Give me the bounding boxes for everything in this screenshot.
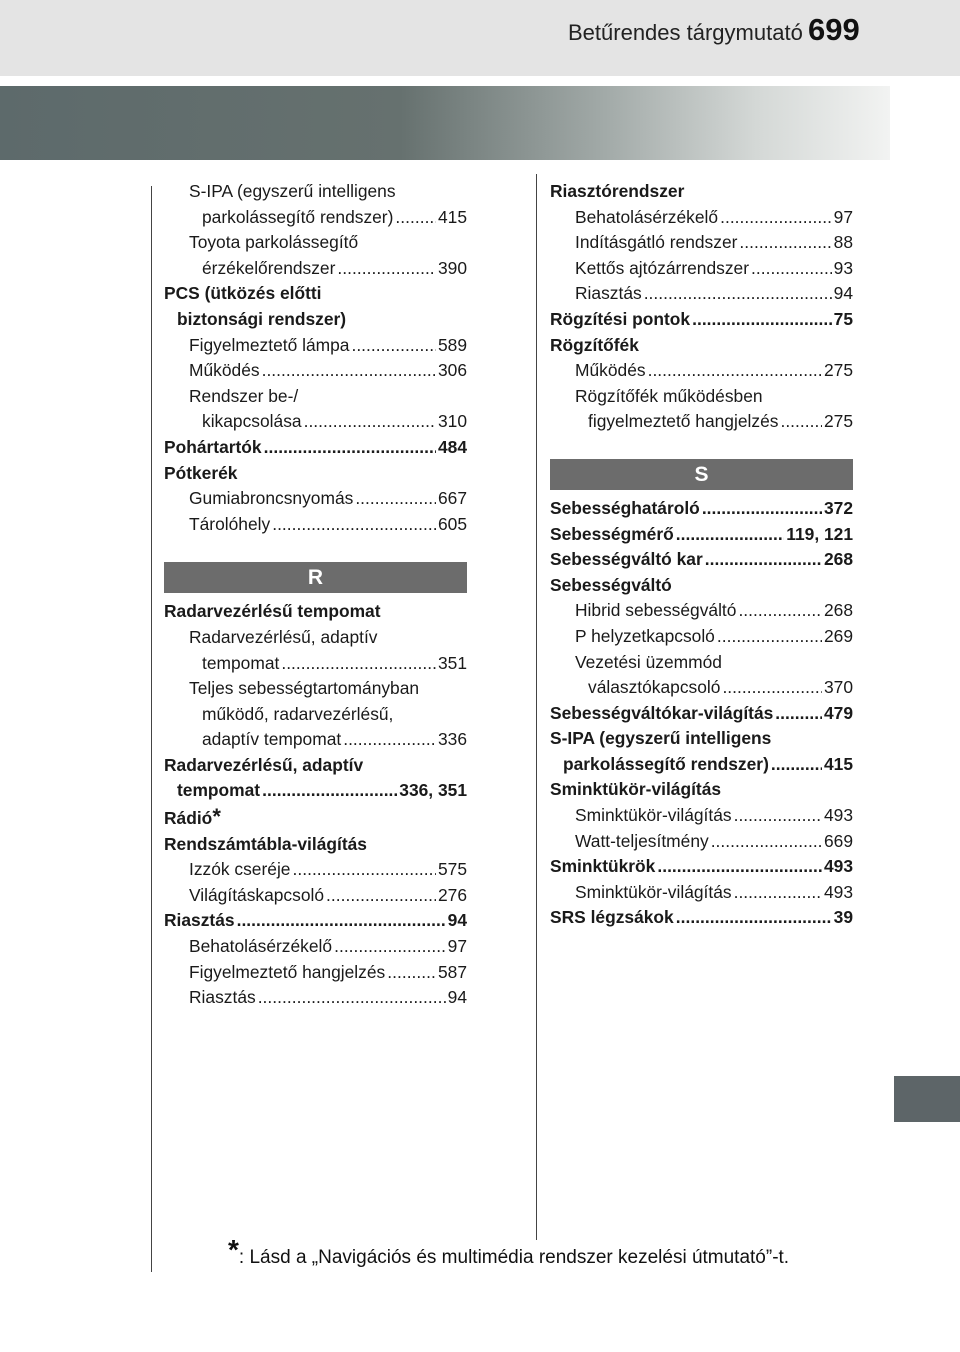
index-entry-text: Riasztás [164, 910, 235, 931]
dot-leader [292, 857, 436, 883]
index-entry-text: Behatolásérzékelő [189, 936, 333, 957]
index-page-ref: 275 [823, 411, 853, 432]
footnote-text: : Lásd a „Navigációs és multimédia rendszer kezelési útmutató”-t. [238, 1247, 790, 1268]
dot-leader [395, 205, 436, 231]
index-entry-text: Riasztás [189, 987, 256, 1008]
index-entry-text: Működés [189, 360, 260, 381]
footnote-reference: * [212, 804, 221, 830]
index-page-ref: 493 [823, 881, 853, 902]
index-page-ref: 75 [833, 308, 853, 329]
index-entry [164, 384, 467, 435]
index-entry [550, 726, 853, 777]
page-number: 699 [808, 12, 860, 47]
index-entry-text: Sminktükrök [550, 856, 656, 877]
index-entry [550, 650, 853, 701]
section-header-s: S [550, 459, 853, 490]
dot-leader [734, 803, 822, 829]
dot-leader [387, 960, 436, 986]
index-entry-text: Tárolóhely [189, 513, 271, 534]
index-page-ref: 88 [833, 232, 853, 253]
index-entry [164, 230, 467, 281]
index-page-ref: 39 [833, 907, 853, 928]
index-page-ref: 97 [833, 206, 853, 227]
index-entry [550, 624, 853, 650]
index-entry-text: Riasztórendszer [550, 181, 685, 201]
index-page-ref: 669 [823, 830, 853, 851]
index-entry [164, 512, 467, 538]
index-entry-text: Sminktükör-világítás [550, 779, 722, 800]
index-entry-text: Világításkapcsoló [189, 884, 325, 905]
index-entry [550, 281, 853, 307]
index-entry [164, 486, 467, 512]
index-page-ref: 268 [823, 600, 853, 621]
index-entry-text: tempomat [177, 780, 261, 801]
index-page-ref: 493 [823, 805, 853, 826]
index-page-ref: 276 [437, 884, 467, 905]
center-column-rule [536, 174, 537, 1240]
index-entry-text: Izzók cseréje [189, 859, 291, 880]
index-entry [550, 205, 853, 231]
index-entry-text: Rögzítőfék [550, 334, 639, 355]
dot-leader [355, 486, 436, 512]
dot-leader [326, 883, 436, 909]
index-entry [164, 753, 467, 804]
dot-leader [717, 624, 822, 650]
index-group-left-2 [164, 599, 467, 1011]
index-entry-text: figyelmeztető hangjelzés [588, 411, 779, 432]
dot-leader [739, 230, 831, 256]
dot-leader [692, 307, 832, 333]
index-entry-text: Kettős ajtózárrendszer [575, 257, 749, 278]
dot-leader [337, 256, 436, 282]
index-entry-text: Riasztás [575, 283, 642, 304]
dot-leader [711, 829, 822, 855]
dot-leader [705, 547, 822, 573]
dot-leader [648, 358, 822, 384]
index-entry-text: Vezetési üzemmód [575, 651, 722, 672]
dot-leader [343, 727, 436, 753]
index-page-ref: 94 [447, 987, 467, 1008]
header-banner [0, 86, 890, 160]
index-entry-text: Toyota parkolássegítő [189, 232, 359, 253]
index-entry [550, 496, 853, 522]
index-entry [550, 854, 853, 880]
index-page-ref: 493 [823, 856, 853, 877]
index-entry-text: Pótkerék [164, 462, 238, 483]
index-entry [550, 547, 853, 573]
index-page-ref: 370 [823, 677, 853, 698]
dot-leader [304, 409, 436, 435]
index-entry-text: Figyelmeztető hangjelzés [189, 961, 386, 982]
index-entry-text: S-IPA (egyszerű intelligens [189, 181, 396, 201]
index-entry-text: Sebességváltó [550, 574, 672, 595]
index-entry [164, 908, 467, 934]
dot-leader [237, 908, 446, 934]
index-entry-text: Figyelmeztető lámpa [189, 334, 350, 355]
index-entry-text: Watt-teljesítmény [575, 830, 709, 851]
index-page-ref: 310 [437, 411, 467, 432]
index-column-left [164, 179, 467, 1011]
footnote [228, 1234, 789, 1269]
index-entry-text: Hibrid sebességváltó [575, 600, 737, 621]
index-entry-text: Radarvezérlésű, adaptív [164, 754, 364, 775]
index-entry-text: működő, radarvezérlésű, [202, 703, 394, 724]
index-entry [164, 599, 467, 625]
dot-leader [264, 435, 436, 461]
index-entry [550, 307, 853, 333]
index-page-ref: 94 [833, 283, 853, 304]
index-entry [550, 803, 853, 829]
index-page-ref: 336 [437, 729, 467, 750]
dot-leader [351, 333, 436, 359]
dot-leader [734, 880, 822, 906]
index-entry-text: Rádió [164, 808, 213, 829]
index-entry-text: PCS (ütközés előtti [164, 283, 322, 304]
index-page-ref: 306 [437, 360, 467, 381]
index-entry-text: kikapcsolása [202, 411, 302, 432]
dot-leader [272, 512, 436, 538]
index-page-ref: 97 [447, 936, 467, 957]
index-entry-text: Teljes sebességtartományban [189, 678, 420, 699]
dot-leader [676, 905, 832, 931]
dot-leader [751, 256, 832, 282]
index-entry-text: S-IPA (egyszerű intelligens [550, 728, 772, 749]
dot-leader [771, 752, 822, 778]
index-entry-text: Pohártartók [164, 436, 262, 457]
index-page-ref: 479 [823, 702, 853, 723]
dot-leader [334, 934, 446, 960]
index-entry-text: Behatolásérzékelő [575, 206, 719, 227]
index-entry-text: Gumiabroncsnyomás [189, 488, 354, 509]
index-page-ref: 415 [823, 753, 853, 774]
index-page-ref: 575 [437, 859, 467, 880]
dot-leader [262, 778, 397, 804]
index-entry [550, 358, 853, 384]
left-column-rule [151, 186, 152, 1272]
index-entry [164, 179, 467, 230]
index-entry [550, 880, 853, 906]
index-group-right-1 [550, 179, 853, 435]
index-page-ref: 94 [447, 910, 467, 931]
index-entry-text: biztonsági rendszer) [177, 308, 347, 329]
index-page-ref: 336, 351 [399, 780, 467, 801]
index-entry-text: P helyzetkapcsoló [575, 625, 715, 646]
index-page-ref: 275 [823, 360, 853, 381]
dot-leader [720, 205, 832, 231]
index-page-ref: 587 [437, 961, 467, 982]
index-page-ref: 93 [833, 257, 853, 278]
index-entry-text: Rendszámtábla-világítás [164, 833, 367, 854]
index-entry [550, 777, 853, 803]
index-entry [164, 985, 467, 1011]
index-entry [550, 573, 853, 599]
index-entry-text: Rendszer be-/ [189, 385, 299, 406]
page-header-title: Betűrendes tárgymutató [568, 20, 803, 45]
index-entry [164, 676, 467, 753]
index-page-ref: 605 [437, 513, 467, 534]
index-page-ref: 390 [437, 257, 467, 278]
index-page-ref: 372 [823, 497, 853, 518]
dot-leader [775, 701, 822, 727]
index-page-ref: 268 [823, 549, 853, 570]
index-page-ref: 119, 121 [786, 523, 853, 544]
index-entry-text: SRS légzsákok [550, 907, 674, 928]
index-entry [164, 625, 467, 676]
dot-leader [644, 281, 832, 307]
index-column-right [550, 179, 853, 931]
index-entry [164, 281, 467, 332]
index-entry [550, 256, 853, 282]
index-entry [164, 883, 467, 909]
index-entry [164, 960, 467, 986]
index-entry [550, 829, 853, 855]
index-entry-text: tempomat [202, 652, 280, 673]
index-page-ref: 589 [437, 334, 467, 355]
dot-leader [780, 409, 822, 435]
index-entry [164, 804, 467, 832]
index-entry-text: Működés [575, 360, 646, 381]
index-entry [550, 905, 853, 931]
index-entry-text: Radarvezérlésű tempomat [164, 601, 381, 622]
index-page-ref: 269 [823, 625, 853, 646]
dot-leader [676, 522, 785, 548]
index-group-right-2 [550, 496, 853, 931]
index-entry [164, 934, 467, 960]
index-group-left-1 [164, 179, 467, 537]
index-entry-text: Indításgátló rendszer [575, 232, 738, 253]
index-entry-text: Radarvezérlésű, adaptív [189, 626, 378, 647]
index-entry-text: Sminktükör-világítás [575, 805, 732, 826]
dot-leader [281, 651, 436, 677]
index-page-ref: 415 [437, 206, 467, 227]
dot-leader [738, 598, 822, 624]
dot-leader [657, 854, 822, 880]
index-entry [550, 598, 853, 624]
index-page-ref: 667 [437, 488, 467, 509]
index-entry [164, 435, 467, 461]
index-entry-text: Rögzítési pontok [550, 308, 691, 329]
index-entry-text: parkolássegítő rendszer) [563, 753, 769, 774]
dot-leader [702, 496, 822, 522]
footnote-marker: * [228, 1234, 239, 1265]
index-entry [164, 832, 467, 858]
dot-leader [262, 358, 436, 384]
index-entry-text: Rögzítőfék működésben [575, 385, 763, 406]
index-entry [164, 358, 467, 384]
index-entry-text: Sebességhatároló [550, 497, 700, 518]
index-entry-text: adaptív tempomat [202, 729, 342, 750]
section-header-r: R [164, 562, 467, 593]
index-entry [550, 522, 853, 548]
index-entry [550, 701, 853, 727]
index-entry-text: parkolássegítő rendszer) [202, 206, 394, 227]
index-entry [164, 333, 467, 359]
dot-leader [258, 985, 446, 1011]
index-entry [164, 461, 467, 487]
index-entry [550, 179, 853, 205]
index-entry-text: Sminktükör-világítás [575, 881, 732, 902]
index-page-ref: 484 [437, 436, 467, 457]
index-entry [164, 857, 467, 883]
dot-leader [722, 675, 822, 701]
index-entry [550, 384, 853, 435]
index-page-ref: 351 [437, 652, 467, 673]
index-entry-text: Sebességváltókar-világítás [550, 702, 774, 723]
index-entry-text: választókapcsoló [588, 677, 721, 698]
index-entry [550, 333, 853, 359]
index-entry-text: érzékelőrendszer [202, 257, 336, 278]
index-entry [550, 230, 853, 256]
chapter-tab [894, 1076, 960, 1122]
index-entry-text: Sebességmérő [550, 523, 674, 544]
index-entry-text: Sebességváltó kar [550, 549, 703, 570]
